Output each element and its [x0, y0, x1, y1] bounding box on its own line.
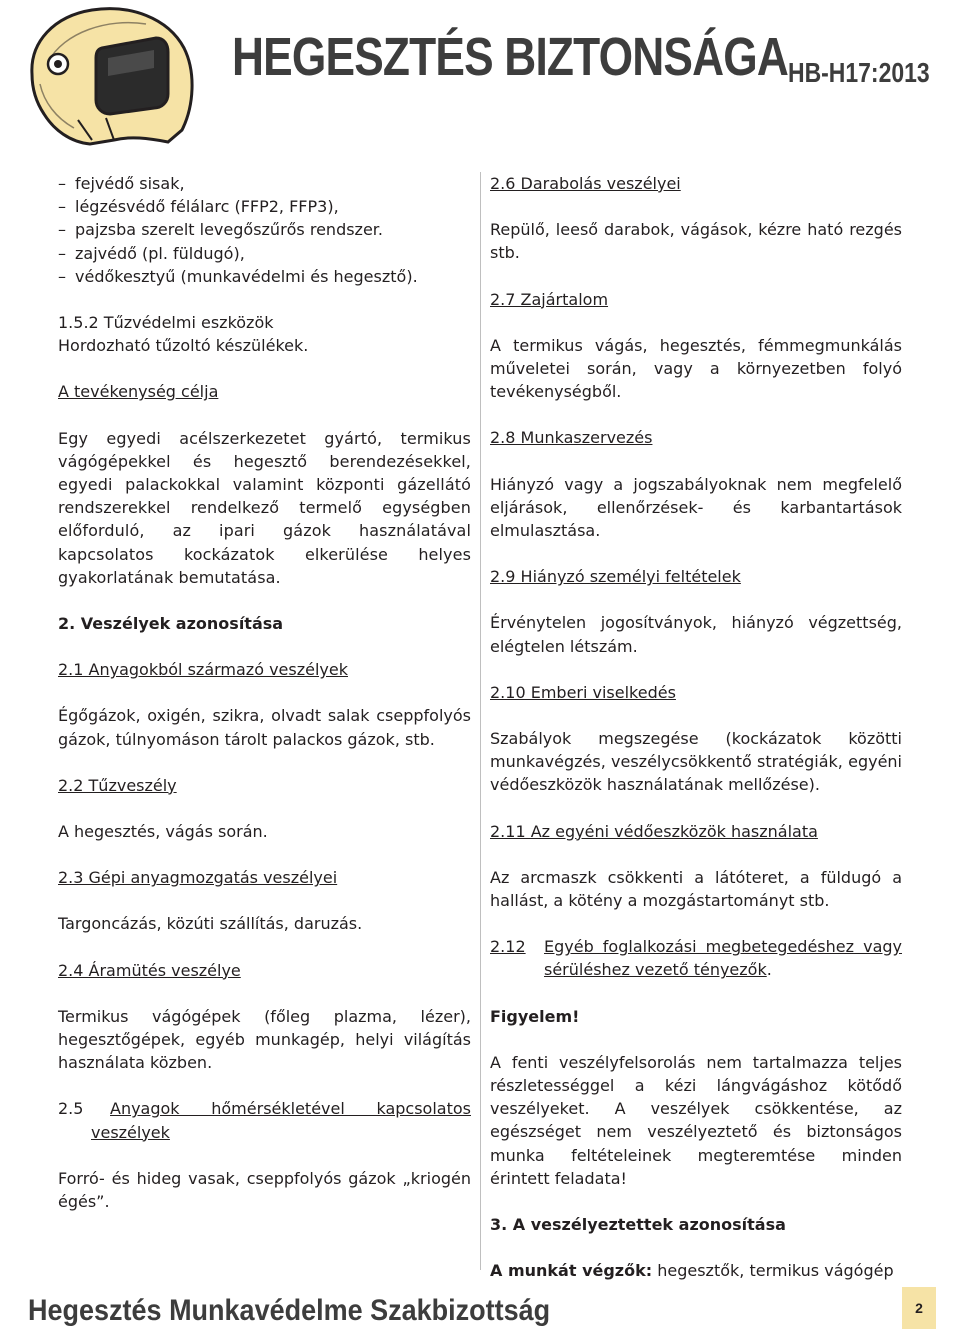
- section-2-12-period: .: [766, 960, 772, 980]
- section-2-5-number: 2.5: [58, 1099, 84, 1119]
- section-2-4-text: Termikus vágógépek (főleg plazma, lézer), hegesztőgépek, egyéb munkagép, helyi világítás használata közben.: [58, 1006, 471, 1073]
- warning-text: A fenti veszélyfelsorolás nem tartalmazza teljes részletességgel a kézi lángvágáshoz kötődő veszélyeket. A veszélyek csökkentése, az egészséget nem veszélyeztető és biztonságos munka feltételeinek megteremtése minden érintett feladata!: [490, 1052, 902, 1188]
- section-2-3-heading: 2.3 Gépi anyagmozgatás veszélyei: [58, 868, 338, 888]
- page-title: HEGESZTÉS BIZTONSÁGA: [232, 27, 789, 87]
- section-2-12-heading: [490, 935, 902, 981]
- section-2-11-heading: 2.11 Az egyéni védőeszközök használata: [490, 821, 818, 841]
- list-item: – zajvédő (pl. füldugó),: [58, 242, 471, 265]
- section-2-7-text: A termikus vágás, hegesztés, fémmegmunkálás műveletei során, vagy a környezetben folyó tevékenységből.: [490, 335, 902, 402]
- footer-organization: Hegesztés Munkavédelme Szakbizottság: [28, 1294, 551, 1327]
- section-2-8-text: Hiányzó vagy a jogszabályoknak nem megfelelő eljárások, ellenőrzések- és karbantartások elmulasztása.: [490, 474, 902, 541]
- section-2-10-heading: 2.10 Emberi viselkedés: [490, 682, 676, 702]
- list-item: – pajzsba szerelt levegőszűrős rendszer.: [58, 218, 471, 241]
- column-divider: [480, 172, 481, 1270]
- section-2-9-text: Érvénytelen jogosítványok, hiányzó végzettség, elégtelen létszám.: [490, 613, 902, 656]
- section-2-1-heading: 2.1 Anyagokból származó veszélyek: [58, 660, 348, 680]
- page-number: 2: [915, 1300, 923, 1316]
- section-2-11-text: Az arcmaszk csökkenti a látóteret, a füldugó a hallást, a kötény a mozgástartományt stb.: [490, 867, 902, 911]
- section-2-12-number: 2.12: [490, 937, 526, 957]
- warning-label: Figyelem!: [490, 1006, 580, 1026]
- section-2-9-heading: 2.9 Hiányzó személyi feltételek: [490, 567, 741, 587]
- section-2-10-text: Szabályok megszegése (kockázatok közötti munkavégzés, veszélycsökkentő stratégiák, egyéni védőeszközök használatának mellőzése).: [490, 729, 902, 795]
- left-column: [58, 172, 471, 1213]
- section-2-2-heading: 2.2 Tűzveszély: [58, 775, 177, 795]
- list-item: – fejvédő sisak,: [58, 172, 471, 195]
- ppe-list: [58, 172, 471, 288]
- workers-label: A munkát végzők:: [490, 1261, 653, 1281]
- section-2-4-heading: 2.4 Áramütés veszélye: [58, 960, 241, 980]
- section-2-12-title: Egyéb foglalkozási megbetegedéshez vagy sérüléshez vezető tényezők: [544, 937, 902, 980]
- section-2-2-text: A hegesztés, vágás során.: [58, 822, 268, 842]
- section-2-6-heading: 2.6 Darabolás veszélyei: [490, 174, 681, 193]
- workers-line: [490, 1259, 902, 1282]
- section-2-5-text: Forró- és hideg vasak, cseppfolyós gázok „kriogén égés”.: [58, 1168, 471, 1212]
- section-2-5-heading: [58, 1097, 471, 1143]
- section-2-heading: 2. Veszélyek azonosítása: [58, 614, 284, 634]
- goal-heading: A tevékenység célja: [58, 382, 219, 402]
- goal-text: Egy egyedi acélszerkezetet gyártó, termikus vágógépekkel és hegesztő berendezésekkel, egyedi palackokkal valamint központi gázellátó rendszerekkel rendelkező termelő egységben előforduló, az ipari gázok használatával kapcsolatos kockázatok elkerülése helyes gyakorlatának bemutatása.: [58, 428, 471, 587]
- list-item: – védőkesztyű (munkavédelmi és hegesztő).: [58, 265, 471, 288]
- section-2-6-text: Repülő, leeső darabok, vágások, kézre ható rezgés stb.: [490, 220, 902, 263]
- list-item: – légzésvédő félálarc (FFP2, FFP3),: [58, 195, 471, 218]
- workers-text: hegesztők, termikus vágógép: [652, 1261, 894, 1281]
- section-2-3-text: Targoncázás, közúti szállítás, daruzás.: [58, 914, 363, 934]
- right-column: [490, 172, 902, 1283]
- section-2-5-title: Anyagok hőmérsékletével kapcsolatos veszélyek: [91, 1099, 471, 1142]
- welding-helmet-icon: [18, 2, 204, 147]
- section-2-7-heading: 2.7 Zajártalom: [490, 289, 609, 309]
- section-1-5-2-heading: 1.5.2 Tűzvédelmi eszközök: [58, 313, 274, 333]
- section-2-1-text: Égőgázok, oxigén, szikra, olvadt salak cseppfolyós gázok, túlnyomáson tárolt palackos gázok, stb.: [58, 706, 471, 749]
- document-code: HB-H17:2013: [788, 57, 930, 88]
- section-1-5-2-text: Hordozható tűzoltó készülékek.: [58, 336, 309, 356]
- section-3-heading: 3. A veszélyeztettek azonosítása: [490, 1215, 786, 1235]
- page-number-badge: [902, 1287, 936, 1329]
- section-2-8-heading: 2.8 Munkaszervezés: [490, 428, 653, 448]
